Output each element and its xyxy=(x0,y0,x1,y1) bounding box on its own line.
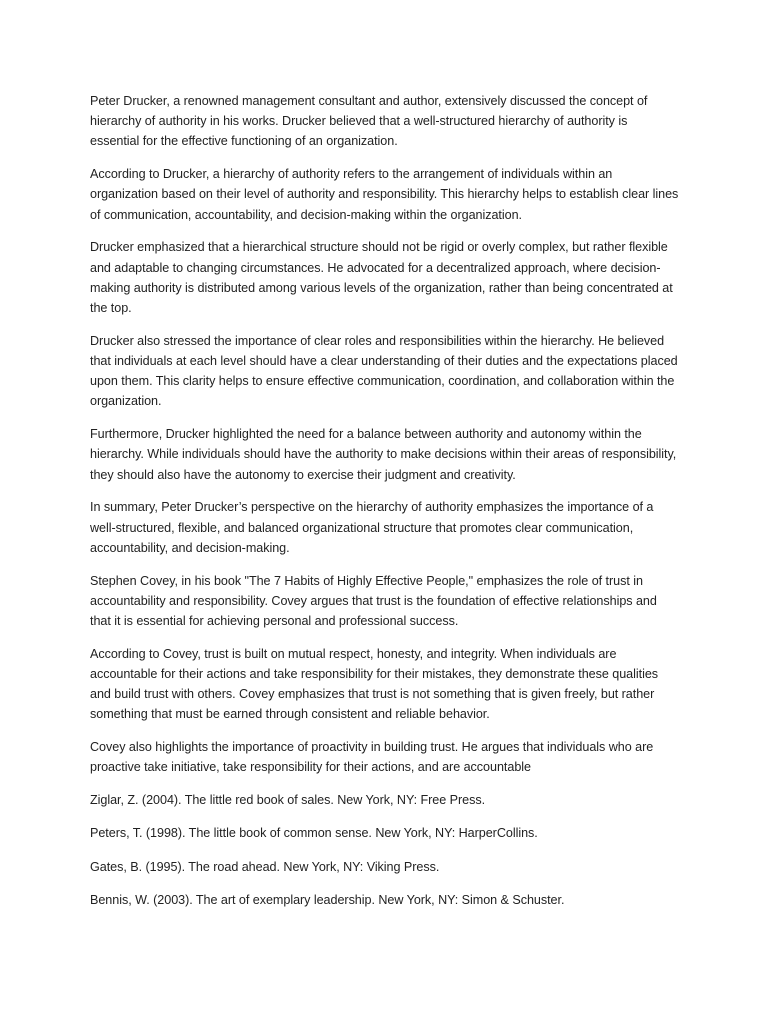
reference-item: Gates, B. (1995). The road ahead. New York, NY: Viking Press. xyxy=(90,859,440,874)
paragraph: Stephen Covey, in his book "The 7 Habits of Highly Effective People," emphasizes the role of trust in accountability and responsibility. Covey argues that trust is the foundation of effective relationships and that it is essential for achieving personal and professional success. xyxy=(90,573,657,629)
reference-item: Ziglar, Z. (2004). The little red book of sales. New York, NY: Free Press. xyxy=(90,793,486,808)
paragraph: Drucker emphasized that a hierarchical structure should not be rigid or overly complex, but rather flexible and adaptable to changing circumstances. He advocated for a decentralized approach, where decision-making authority is distributed among various levels of the organization, rather than being concentrated at the top. xyxy=(90,240,673,316)
paragraph: In summary, Peter Drucker’s perspective on the hierarchy of authority emphasizes the importance of a well-structured, flexible, and balanced organizational structure that promotes clear communication, accountability, and decision-making. xyxy=(90,500,654,555)
reference-list xyxy=(90,790,680,910)
document-body xyxy=(90,91,680,923)
reference-item: Peters, T. (1998). The little book of common sense. New York, NY: HarperCollins. xyxy=(90,826,538,841)
paragraph: According to Drucker, a hierarchy of authority refers to the arrangement of individuals within an organization based on their level of authority and responsibility. This hierarchy helps to establish clear lines of communication, accountability, and decision-making within the organization. xyxy=(90,167,679,222)
reference-item: Bennis, W. (2003). The art of exemplary leadership. New York, NY: Simon & Schuster. xyxy=(90,892,565,907)
paragraph: According to Covey, trust is built on mutual respect, honesty, and integrity. When individuals are accountable for their actions and take responsibility for their mistakes, they demonstrate these qualities and build trust with others. Covey emphasizes that trust is not something that is given freely, but rather something that must be earned through consistent and reliable behavior. xyxy=(90,646,659,722)
paragraph: Drucker also stressed the importance of clear roles and responsibilities within the hierarchy. He believed that individuals at each level should have a clear understanding of their duties and the expectations placed upon them. This clarity helps to ensure effective communication, coordination, and collaboration within the organization. xyxy=(90,333,678,409)
paragraph: Furthermore, Drucker highlighted the need for a balance between authority and autonomy within the hierarchy. While individuals should have the authority to make decisions within their areas of responsibility, they should also have the autonomy to exercise their judgment and creativity. xyxy=(90,427,677,482)
paragraph: Peter Drucker, a renowned management consultant and author, extensively discussed the concept of hierarchy of authority in his works. Drucker believed that a well-structured hierarchy of authority is essential for the effective functioning of an organization. xyxy=(90,94,648,149)
paragraph: Covey also highlights the importance of proactivity in building trust. He argues that individuals who are proactive take initiative, take responsibility for their actions, and are accountable xyxy=(90,740,654,775)
